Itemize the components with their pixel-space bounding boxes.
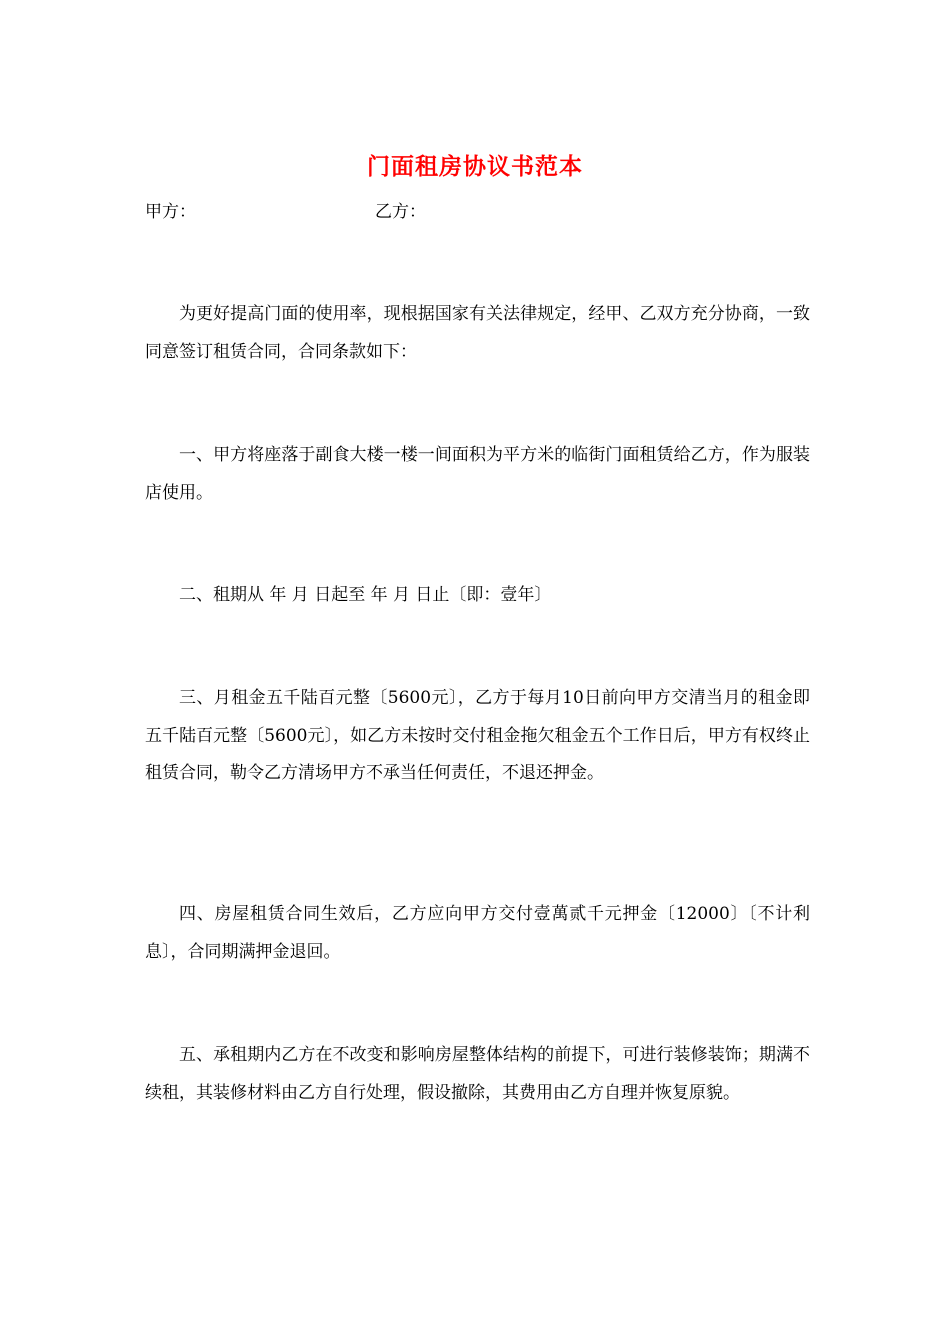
clause-5: 五、承租期内乙方在不改变和影响房屋整体结构的前提下，可进行装修装饰；期满不续租，其装修材料由乙方自行处理，假设撤除，其费用由乙方自理并恢复原貌。	[145, 1045, 810, 1103]
party-b-label: 乙方：	[375, 202, 426, 222]
clause-2: 二、租期从 年 月 日起至 年 月 日止〔即：壹年〕	[179, 585, 552, 605]
clause-3: 三、月租金五千陆百元整〔5600元〕，乙方于每月10日前向甲方交清当月的租金即五千陆百元整〔5600元〕，如乙方未按时交付租金拖欠租金五个工作日后，甲方有权终止租赁合同，勒令乙方清场甲方不承当任何责任，不退还押金。	[145, 688, 810, 783]
document-title: 门面租房协议书范本	[367, 153, 583, 180]
party-a-label: 甲方：	[145, 202, 196, 222]
clause-4: 四、房屋租赁合同生效后，乙方应向甲方交付壹萬贰千元押金〔12000〕〔不计利息〕，合同期满押金退回。	[145, 904, 810, 962]
parties-line	[145, 199, 825, 225]
intro-paragraph: 为更好提高门面的使用率，现根据国家有关法律规定，经甲、乙双方充分协商，一致同意签订租赁合同，合同条款如下：	[145, 304, 810, 362]
clause-1: 一、甲方将座落于副食大楼一楼一间面积为平方米的临街门面租赁给乙方，作为服装店使用。	[145, 445, 810, 503]
